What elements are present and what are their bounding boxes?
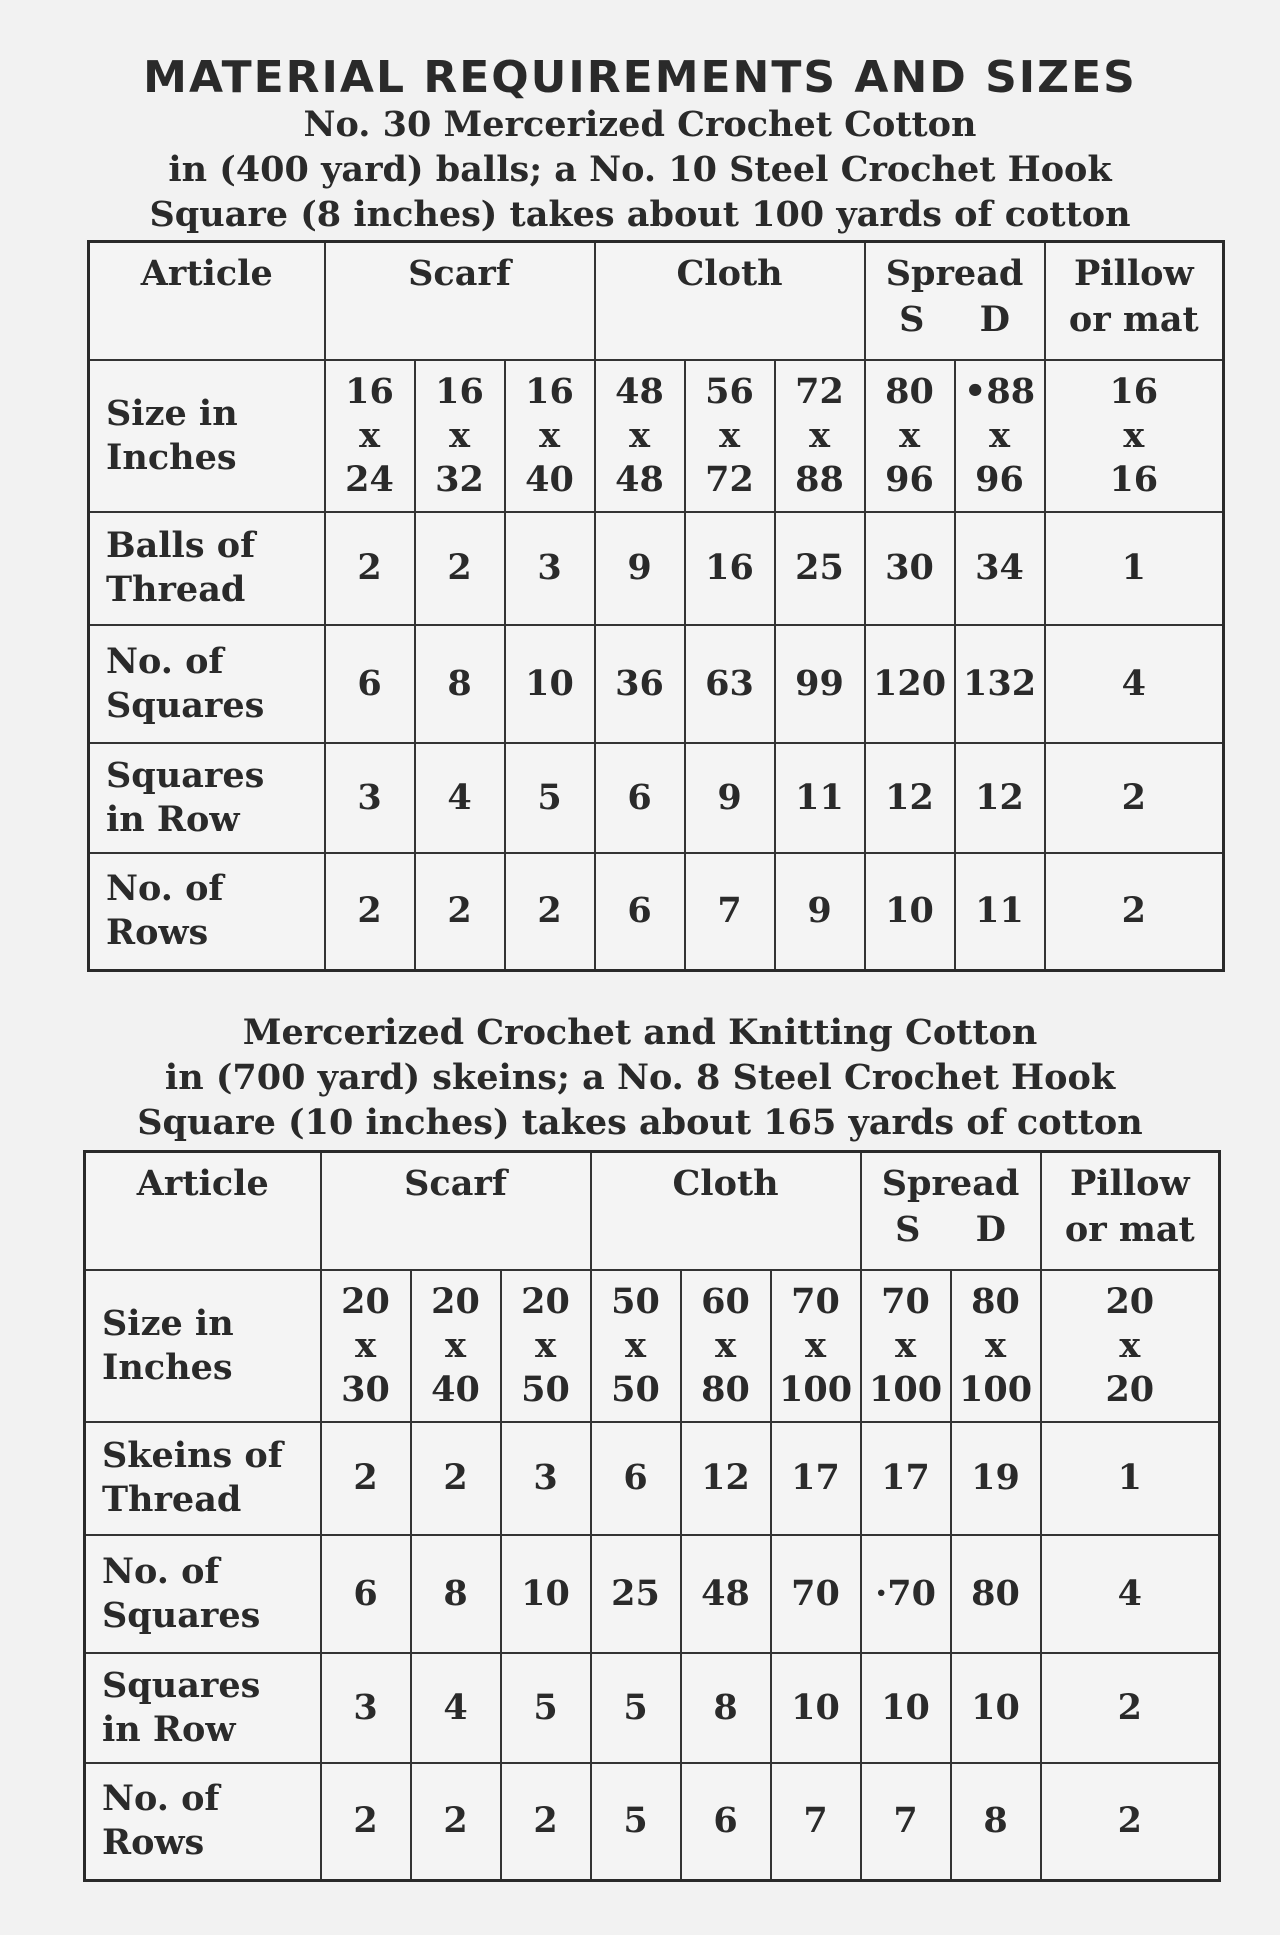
- header-pillow-line: Pillow: [1073, 253, 1194, 294]
- value-cell: 9: [775, 853, 865, 971]
- row-label-line: Size in: [106, 392, 238, 434]
- section1-caption: [60, 102, 1220, 237]
- size-times: x: [895, 1324, 916, 1366]
- row-label-line: in Row: [106, 798, 240, 840]
- size-cell: [411, 1270, 501, 1422]
- size-cell: [771, 1270, 861, 1422]
- value-cell: 16: [685, 512, 775, 625]
- value-cell: 8: [415, 625, 505, 743]
- section2-caption-line: Mercerized Crochet and Knitting Cotton: [242, 1012, 1038, 1053]
- value-cell: 8: [681, 1653, 771, 1763]
- value-cell: 10: [505, 625, 595, 743]
- value-cell: 6: [591, 1422, 681, 1535]
- row-label-line: Squares: [102, 1594, 261, 1636]
- size-times: x: [989, 414, 1010, 456]
- value-cell: 48: [681, 1535, 771, 1653]
- size-length: 32: [435, 458, 484, 500]
- size-width: 70: [791, 1280, 840, 1322]
- size-times: x: [805, 1324, 826, 1366]
- header-cloth: Cloth: [591, 1152, 861, 1270]
- size-cell: [685, 360, 775, 512]
- value-cell: 1: [1041, 1422, 1220, 1535]
- size-row: [89, 360, 1224, 512]
- size-cell: [861, 1270, 951, 1422]
- value-cell: 6: [595, 743, 685, 853]
- size-width: 20: [341, 1280, 390, 1322]
- value-cell: 36: [595, 625, 685, 743]
- value-cell: 99: [775, 625, 865, 743]
- size-cell: [501, 1270, 591, 1422]
- header-pillow-line: Pillow: [1069, 1163, 1190, 1204]
- row-label-size: [89, 360, 325, 512]
- value-cell: 3: [501, 1422, 591, 1535]
- value-cell: 2: [1041, 1763, 1220, 1881]
- size-cell: [775, 360, 865, 512]
- size-times: x: [355, 1324, 376, 1366]
- table-row-in-row: [85, 1653, 1220, 1763]
- size-times: x: [449, 414, 470, 456]
- size-width: 72: [795, 370, 844, 412]
- value-cell: 25: [591, 1535, 681, 1653]
- size-length: 24: [345, 458, 394, 500]
- row-label-line: Rows: [106, 912, 209, 954]
- value-cell: 19: [951, 1422, 1041, 1535]
- size-length: 30: [341, 1368, 390, 1410]
- row-label-in-row: [89, 743, 325, 853]
- row-label-line: Inches: [102, 1346, 233, 1388]
- size-length: 16: [1109, 458, 1159, 500]
- table-row-num-rows: [89, 853, 1224, 971]
- row-label-thread: [85, 1422, 321, 1535]
- size-cell: [325, 360, 415, 512]
- size-times: x: [625, 1324, 646, 1366]
- section2-caption: [60, 1010, 1220, 1145]
- value-cell: 2: [325, 853, 415, 971]
- size-times: x: [1119, 1324, 1141, 1366]
- size-length: 100: [869, 1368, 943, 1410]
- row-label-line: Squares: [106, 754, 265, 796]
- value-cell: 7: [861, 1763, 951, 1881]
- value-cell: 2: [321, 1422, 411, 1535]
- header-spread-double: D: [979, 299, 1010, 340]
- size-width: 70: [881, 1280, 930, 1322]
- section2-caption-line: Square (10 inches) takes about 165 yards of cotton: [137, 1102, 1143, 1143]
- header-spread-double: D: [975, 1209, 1006, 1250]
- value-cell: 10: [771, 1653, 861, 1763]
- header-scarf: Scarf: [321, 1152, 591, 1270]
- value-cell: 10: [501, 1535, 591, 1653]
- header-spread-label: Spread: [885, 253, 1024, 294]
- size-times: x: [445, 1324, 466, 1366]
- value-cell: 17: [861, 1422, 951, 1535]
- section2-requirements-table: [83, 1150, 1221, 1882]
- value-cell: 12: [681, 1422, 771, 1535]
- row-label-line: No. of: [106, 640, 224, 682]
- table-row-squares: [89, 625, 1224, 743]
- value-cell: 11: [955, 853, 1045, 971]
- value-cell: 10: [861, 1653, 951, 1763]
- size-cell: [591, 1270, 681, 1422]
- value-cell: 5: [501, 1653, 591, 1763]
- row-label-thread: [89, 512, 325, 625]
- header-spread-single: S: [895, 1209, 921, 1250]
- size-width: 80: [971, 1280, 1020, 1322]
- value-cell: 4: [1045, 625, 1224, 743]
- value-cell: 1: [1045, 512, 1224, 625]
- value-cell: 120: [865, 625, 955, 743]
- value-cell: 2: [411, 1763, 501, 1881]
- row-label-squares: [85, 1535, 321, 1653]
- value-cell: 63: [685, 625, 775, 743]
- value-cell: 9: [595, 512, 685, 625]
- size-length: 50: [521, 1368, 570, 1410]
- value-cell: 30: [865, 512, 955, 625]
- row-label-line: Thread: [106, 569, 246, 610]
- size-width: 16: [345, 370, 394, 412]
- value-cell: 6: [321, 1535, 411, 1653]
- size-cell: [321, 1270, 411, 1422]
- value-cell: 8: [411, 1535, 501, 1653]
- size-width: 16: [525, 370, 574, 412]
- header-article: Article: [89, 242, 325, 360]
- size-length: 72: [705, 458, 754, 500]
- size-length: 96: [885, 458, 934, 500]
- section2-caption-line: in (700 yard) skeins; a No. 8 Steel Crochet Hook: [164, 1057, 1116, 1098]
- row-label-line: Skeins of: [102, 1435, 283, 1476]
- size-width: 20: [431, 1280, 480, 1322]
- row-label-line: Thread: [102, 1479, 242, 1520]
- value-cell: 2: [415, 512, 505, 625]
- size-times: x: [359, 414, 380, 456]
- table-row-num-rows: [85, 1763, 1220, 1881]
- section1-caption-line: in (400 yard) balls; a No. 10 Steel Crochet Hook: [168, 149, 1112, 190]
- value-cell: 2: [411, 1422, 501, 1535]
- size-cell: [505, 360, 595, 512]
- value-cell: 5: [591, 1763, 681, 1881]
- value-cell: 2: [1041, 1653, 1220, 1763]
- size-width: 60: [701, 1280, 750, 1322]
- row-label-line: Rows: [102, 1822, 205, 1864]
- header-cloth: Cloth: [595, 242, 865, 360]
- header-pillow: [1041, 1152, 1220, 1270]
- size-cell: [865, 360, 955, 512]
- value-cell: 70: [771, 1535, 861, 1653]
- row-label-num-rows: [85, 1763, 321, 1881]
- header-pillow-line: or mat: [1064, 1209, 1195, 1250]
- size-cell: [415, 360, 505, 512]
- header-spread: [865, 242, 1045, 360]
- value-cell: 3: [321, 1653, 411, 1763]
- size-times: x: [809, 414, 830, 456]
- value-cell: 2: [325, 512, 415, 625]
- table-row-thread: [85, 1422, 1220, 1535]
- size-times: x: [715, 1324, 736, 1366]
- size-length: 50: [611, 1368, 660, 1410]
- value-cell: 6: [681, 1763, 771, 1881]
- value-cell: 2: [505, 853, 595, 971]
- row-label-line: No. of: [102, 1778, 220, 1820]
- size-length: 80: [701, 1368, 750, 1410]
- size-length: 88: [795, 458, 844, 500]
- row-label-line: Balls of: [106, 525, 256, 566]
- header-spread-sizes: [866, 297, 1044, 343]
- header-article: Article: [85, 1152, 321, 1270]
- size-cell: [681, 1270, 771, 1422]
- row-label-line: in Row: [102, 1708, 236, 1750]
- value-cell: 10: [951, 1653, 1041, 1763]
- value-cell: 3: [325, 743, 415, 853]
- size-length: 48: [615, 458, 664, 500]
- size-times: x: [1123, 414, 1145, 456]
- row-label-line: No. of: [106, 868, 224, 910]
- size-width: 16: [1109, 370, 1159, 412]
- page-title: MATERIAL REQUIREMENTS AND SIZES: [143, 52, 1137, 103]
- row-label-size: [85, 1270, 321, 1422]
- value-cell: ·70: [861, 1535, 951, 1653]
- value-cell: 3: [505, 512, 595, 625]
- value-cell: 5: [505, 743, 595, 853]
- table-row-squares: [85, 1535, 1220, 1653]
- row-label-in-row: [85, 1653, 321, 1763]
- value-cell: 4: [415, 743, 505, 853]
- header-pillow: [1045, 242, 1224, 360]
- header-row: [89, 242, 1224, 360]
- value-cell: 17: [771, 1422, 861, 1535]
- value-cell: 34: [955, 512, 1045, 625]
- header-spread-sizes: [862, 1207, 1040, 1253]
- size-times: x: [719, 414, 740, 456]
- size-times: x: [899, 414, 920, 456]
- value-cell: 6: [325, 625, 415, 743]
- header-spread: [861, 1152, 1041, 1270]
- size-length: 100: [778, 1368, 853, 1410]
- value-cell: 12: [865, 743, 955, 853]
- section1-caption-line: Square (8 inches) takes about 100 yards of cotton: [149, 194, 1131, 235]
- size-length: 40: [431, 1368, 480, 1410]
- size-cell: [951, 1270, 1041, 1422]
- value-cell: 4: [1041, 1535, 1220, 1653]
- value-cell: 5: [591, 1653, 681, 1763]
- header-scarf: Scarf: [325, 242, 595, 360]
- size-length: 100: [959, 1368, 1033, 1410]
- size-width: 20: [1105, 1280, 1155, 1322]
- size-row: [85, 1270, 1220, 1422]
- value-cell: 2: [415, 853, 505, 971]
- row-label-line: Squares: [106, 684, 265, 726]
- value-cell: 6: [595, 853, 685, 971]
- size-width: 48: [615, 370, 664, 412]
- header-spread-single: S: [899, 299, 925, 340]
- value-cell: 7: [685, 853, 775, 971]
- size-width: 80: [885, 370, 934, 412]
- value-cell: 9: [685, 743, 775, 853]
- size-width: •88: [964, 370, 1036, 412]
- header-row: [85, 1152, 1220, 1270]
- size-times: x: [535, 1324, 556, 1366]
- value-cell: 2: [1045, 743, 1224, 853]
- value-cell: 80: [951, 1535, 1041, 1653]
- size-cell: [595, 360, 685, 512]
- value-cell: 25: [775, 512, 865, 625]
- section1-caption-line: No. 30 Mercerized Crochet Cotton: [303, 104, 977, 145]
- size-width: 16: [435, 370, 484, 412]
- size-cell: [1041, 1270, 1220, 1422]
- table-row-thread: [89, 512, 1224, 625]
- value-cell: 132: [955, 625, 1045, 743]
- size-length: 40: [525, 458, 574, 500]
- row-label-line: Squares: [102, 1664, 261, 1706]
- value-cell: 12: [955, 743, 1045, 853]
- value-cell: 2: [321, 1763, 411, 1881]
- size-width: 50: [611, 1280, 660, 1322]
- size-cell: [955, 360, 1045, 512]
- size-times: x: [985, 1324, 1006, 1366]
- table-row-in-row: [89, 743, 1224, 853]
- size-times: x: [539, 414, 560, 456]
- size-width: 20: [521, 1280, 570, 1322]
- header-pillow-line: or mat: [1068, 299, 1199, 340]
- value-cell: 7: [771, 1763, 861, 1881]
- value-cell: 2: [1045, 853, 1224, 971]
- size-times: x: [629, 414, 650, 456]
- row-label-squares: [89, 625, 325, 743]
- row-label-num-rows: [89, 853, 325, 971]
- value-cell: 8: [951, 1763, 1041, 1881]
- size-width: 56: [705, 370, 754, 412]
- value-cell: 11: [775, 743, 865, 853]
- value-cell: 4: [411, 1653, 501, 1763]
- value-cell: 2: [501, 1763, 591, 1881]
- section1-requirements-table: [87, 240, 1225, 972]
- header-spread-label: Spread: [881, 1163, 1020, 1204]
- size-cell: [1045, 360, 1224, 512]
- value-cell: 10: [865, 853, 955, 971]
- row-label-line: Size in: [102, 1302, 234, 1344]
- row-label-line: Inches: [106, 436, 237, 478]
- size-length: 20: [1105, 1368, 1155, 1410]
- size-length: 96: [975, 458, 1024, 500]
- row-label-line: No. of: [102, 1550, 220, 1592]
